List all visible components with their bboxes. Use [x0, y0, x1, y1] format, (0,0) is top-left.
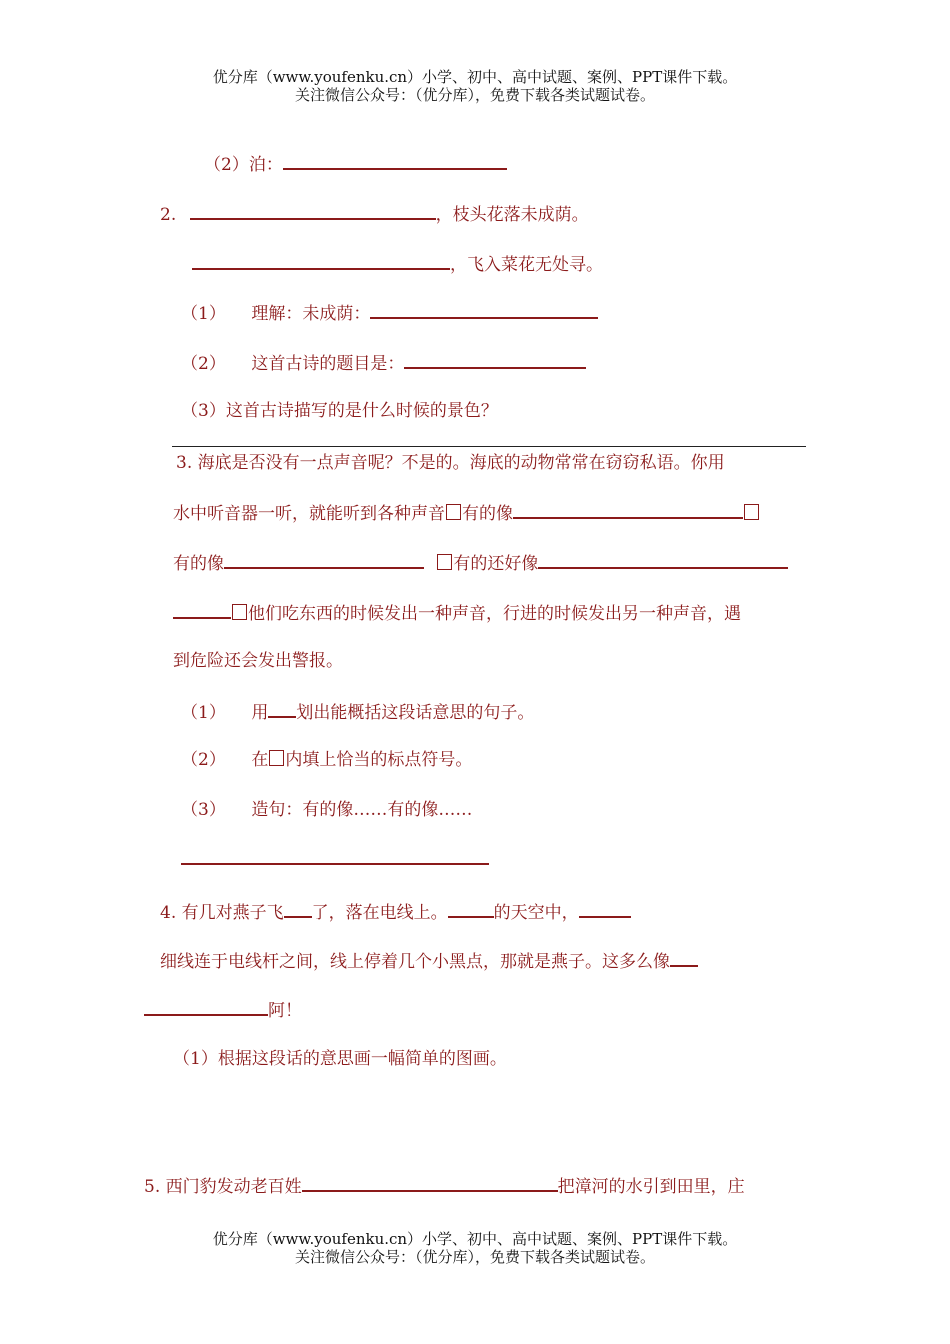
q1-sub2-label: （2）泊： [204, 155, 283, 175]
answer-blank[interactable] [173, 601, 231, 619]
answer-blank[interactable] [670, 949, 698, 967]
q3-line-3 [173, 551, 788, 575]
answer-blank[interactable] [538, 551, 788, 569]
answer-blank[interactable] [579, 900, 631, 918]
question-number: 2. [160, 205, 177, 225]
q3-line-2-head: 水中听音器一听，就能听到各种声音 [173, 504, 445, 524]
punctuation-box[interactable] [744, 504, 759, 520]
q2-sub3: （3）这首古诗描写的是什么时候的景色？ [181, 401, 498, 421]
poem-line-1-tail: ，枝头花落未成荫。 [435, 205, 589, 225]
poem-blank-1[interactable] [190, 202, 436, 220]
page-footer-line-2: 关注微信公众号：（优分库），免费下载各类试题试卷。 [294, 1248, 655, 1266]
answer-line[interactable] [172, 446, 806, 447]
answer-blank[interactable] [144, 998, 268, 1016]
q3-sub1-tail: 划出能概括这段话意思的句子。 [296, 703, 535, 723]
q4-line-3 [144, 998, 302, 1022]
q3-line-2-mid: 有的像 [462, 504, 513, 524]
q4-line-1-a: 4. 有几对燕子飞 [160, 903, 284, 923]
q5-head: 5. 西门豹发动老百姓 [144, 1177, 302, 1197]
q4-sub1: （1）根据这段话的意思画一幅简单的图画。 [173, 1049, 507, 1069]
q3-sub3: （3） 造句：有的像……有的像…… [181, 800, 473, 820]
q2-line-1 [160, 202, 589, 226]
q3-sub1-head: （1） 用 [181, 703, 269, 723]
answer-blank[interactable] [370, 301, 598, 319]
q4-line-2-text: 细线连于电线杆之间，线上停着几个小黑点，那就是燕子。这多么像 [160, 952, 670, 972]
q3-sub2-head: （2） 在 [181, 750, 269, 770]
q5-tail: 把漳河的水引到田里，庄 [557, 1177, 745, 1197]
q3-line-1: 3. 海底是否没有一点声音呢？不是的。海底的动物常常在窃窃私语。你用 [176, 453, 725, 473]
page-footer-line-1: 优分库（www.youfenku.cn）小学、初中、高中试题、案例、PPT课件下载。 [212, 1230, 738, 1248]
q2-sub2-label: （2） 这首古诗的题目是： [181, 354, 405, 374]
q4-line-1-c: 的天空中， [493, 903, 579, 923]
q3-sub2 [181, 749, 472, 771]
answer-blank[interactable] [448, 900, 494, 918]
q3-line-2 [173, 501, 760, 525]
poem-blank-2[interactable] [192, 252, 450, 270]
page-header-line-1: 优分库（www.youfenku.cn）小学、初中、高中试题、案例、PPT课件下载。 [212, 68, 738, 86]
answer-blank[interactable] [224, 551, 424, 569]
q3-sub1 [181, 700, 534, 724]
q3-sub3-answer [181, 847, 489, 871]
q2-sub1-label: （1） 理解：未成荫： [181, 304, 371, 324]
q1-sub2 [204, 152, 507, 176]
q3-line-4-tail: 他们吃东西的时候发出一种声音，行进的时候发出另一种声音，遇 [248, 604, 741, 624]
q4-line-1-b: 了，落在电线上。 [311, 903, 448, 923]
underline-sample [268, 700, 296, 718]
answer-blank[interactable] [283, 152, 507, 170]
q5-line-1 [144, 1174, 745, 1198]
punctuation-box[interactable] [232, 604, 247, 620]
page-header-line-2: 关注微信公众号：（优分库），免费下载各类试题试卷。 [294, 86, 655, 104]
q3-sub2-tail: 内填上恰当的标点符号。 [285, 750, 473, 770]
q3-line-3-mid: 有的还好像 [453, 554, 539, 574]
poem-line-2-tail: ，飞入菜花无处寻。 [450, 255, 603, 275]
q4-line-3-tail: 阿！ [268, 1001, 302, 1021]
q3-line-5: 到危险还会发出警报。 [173, 651, 343, 671]
q4-line-2 [160, 949, 698, 973]
box-symbol [269, 750, 284, 766]
q3-line-3-head: 有的像 [173, 554, 224, 574]
answer-blank[interactable] [284, 900, 312, 918]
q4-line-1 [160, 900, 631, 924]
q2-sub2 [181, 351, 586, 375]
q2-line-2 [192, 252, 603, 276]
answer-blank[interactable] [404, 351, 586, 369]
q3-line-4 [173, 601, 741, 625]
answer-blank[interactable] [181, 847, 489, 865]
punctuation-box[interactable] [437, 554, 452, 570]
q2-sub1 [181, 301, 598, 325]
punctuation-box[interactable] [446, 504, 461, 520]
answer-blank[interactable] [513, 501, 743, 519]
answer-blank[interactable] [302, 1174, 558, 1192]
